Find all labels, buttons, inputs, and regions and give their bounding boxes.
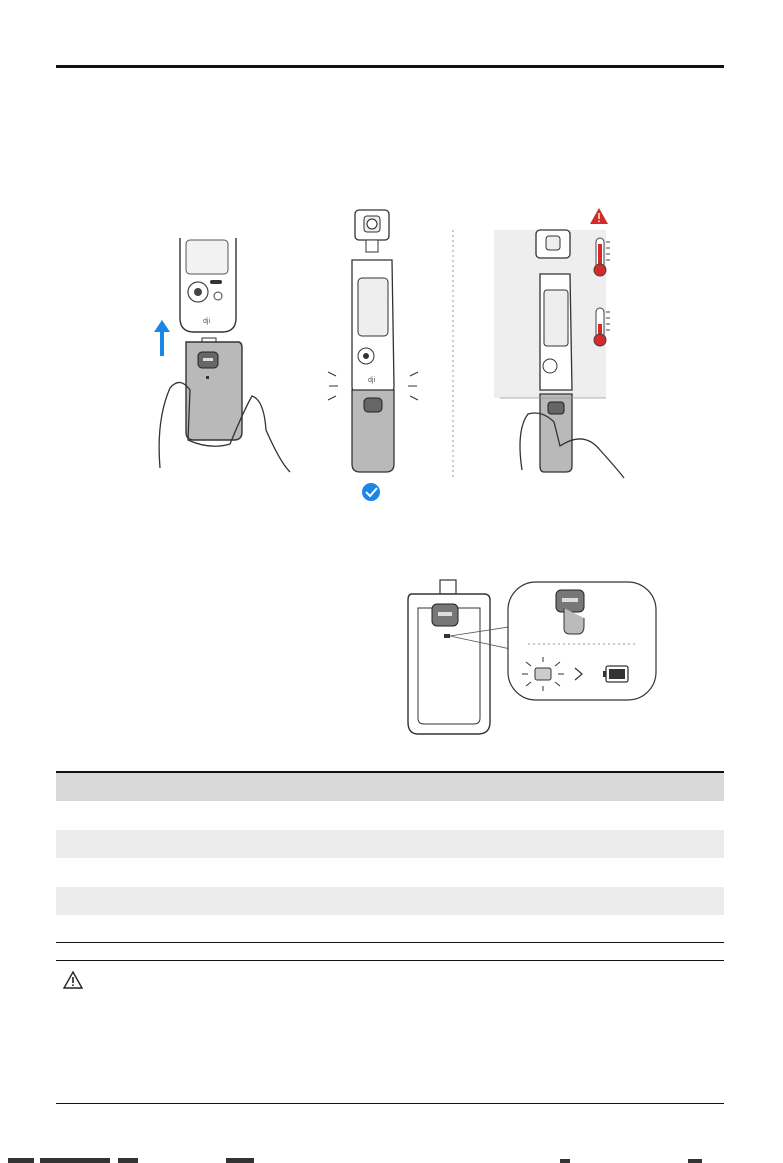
table-header-row xyxy=(56,771,724,801)
table-row xyxy=(56,915,724,944)
checkmark-icon xyxy=(362,483,380,501)
warning-icon xyxy=(590,208,608,224)
thermometer-high-icon xyxy=(594,238,610,276)
battery-handle xyxy=(408,580,490,734)
battery-level-table xyxy=(56,771,724,944)
callout-bubble xyxy=(508,582,656,700)
thermometer-low-icon xyxy=(594,308,610,346)
figure-attach-battery-handle xyxy=(130,200,650,510)
header-rule xyxy=(56,65,724,68)
panel-warning xyxy=(494,208,624,478)
figure-battery-level-check xyxy=(400,578,665,738)
panel-correct xyxy=(328,210,418,501)
table-row xyxy=(56,801,724,830)
battery-icon xyxy=(603,666,628,682)
cropped-footer-text xyxy=(0,1153,783,1163)
svg-text:dji: dji xyxy=(368,377,376,384)
table-row xyxy=(56,830,724,859)
caution-triangle-icon xyxy=(62,970,84,990)
arrow-up-icon xyxy=(154,320,170,356)
table-row xyxy=(56,887,724,916)
panel-attach xyxy=(154,238,290,472)
caution-top-rule xyxy=(56,960,724,961)
svg-text:dji: dji xyxy=(203,318,211,325)
table-bottom-rule xyxy=(56,942,724,943)
footer-rule xyxy=(56,1103,724,1104)
table-row xyxy=(56,858,724,887)
